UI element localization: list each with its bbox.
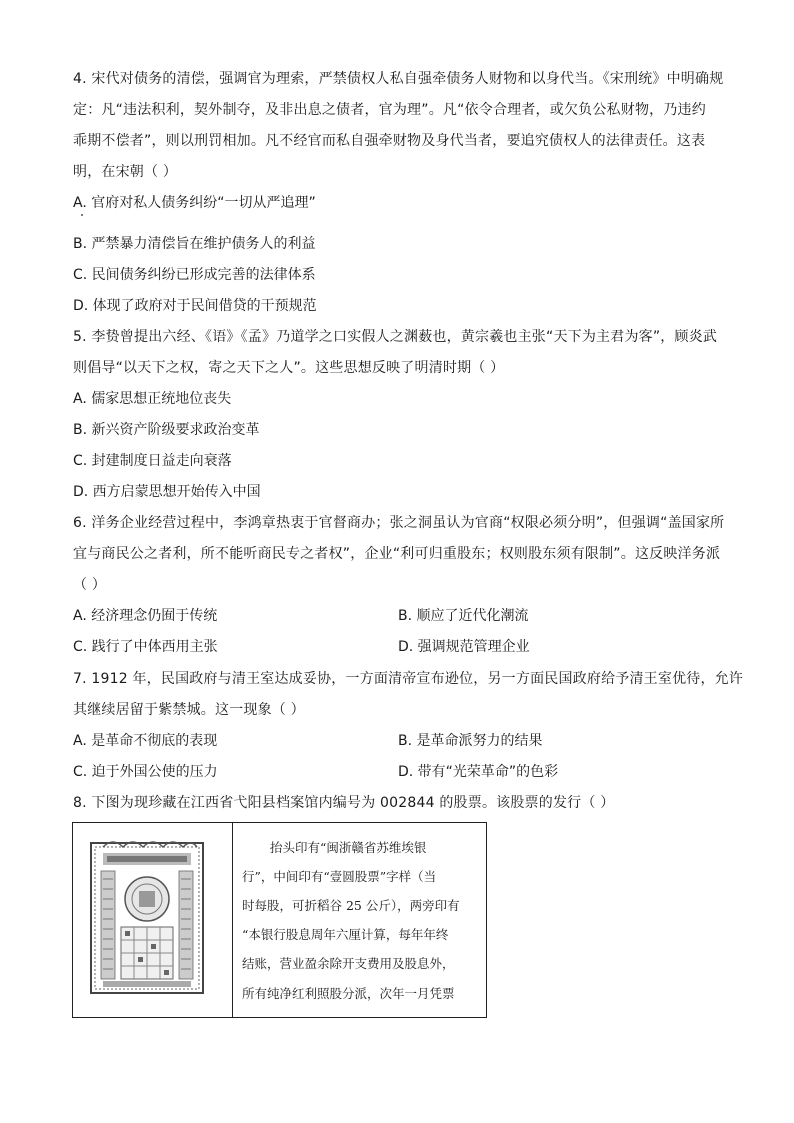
q4-stem-line-2: 定：凡“违法积利，契外制夺，及非出息之债者，官为理”。凡“依令合理者，或欠负公私财物，乃违约 (73, 102, 706, 118)
q6-stem-line-3: （ ） (73, 577, 107, 593)
q4-stem-line-4: 明，在宋朝（ ） (73, 164, 178, 180)
q4-stem-line-3: 乖期不偿者”，则以刑罚相加。凡不经官而私自强牵财物及身代当者，要追究债权人的法律责任。这表 (73, 133, 706, 149)
q5-option-d: D. 西方启蒙思想开始传入中国 (73, 484, 261, 500)
stock-text-line-5: 结账，营业盈余除开支费用及股息外， (242, 956, 455, 971)
stock-text-line-4: “本银行股息周年六厘计算，每年年终 (242, 927, 449, 942)
q8-stem-line-1: 8. 下图为现珍藏在江西省弋阳县档案馆内编号为 002844 的股票。该股票的发行（ ） (73, 795, 615, 811)
q6-stem-line-1: 6. 洋务企业经营过程中，李鸿章热衷于官督商办；张之洞虽认为官商“权限必须分明”，但强调“盖国家所 (73, 515, 725, 531)
q7-option-c: C. 迫于外国公使的压力 (73, 764, 218, 780)
q6-option-d: D. 强调规范管理企业 (398, 639, 530, 655)
stock-certificate-drawing (73, 823, 231, 1017)
stock-figure-table (72, 822, 487, 1018)
q6-option-a: A. 经济理念仍囿于传统 (73, 608, 218, 624)
q4-option-d: D. 体现了政府对于民间借贷的干预规范 (73, 298, 317, 314)
q5-option-c: C. 封建制度日益走向衰落 (73, 453, 232, 469)
q5-stem-line-2: 则倡导“以天下之权，寄之天下之人”。这些思想反映了明清时期（ ） (73, 360, 505, 376)
q5-option-b: B. 新兴资产阶级要求政治变革 (73, 422, 260, 438)
q4-option-a: A. 官府对私人债务纠纷“一切从严追理” (73, 195, 316, 211)
stock-text-line-6: 所有纯净红利照股分派，次年一月凭票 (242, 986, 455, 1001)
stock-text-line-2: 行”，中间印有“壹圆股票”字样（当 (242, 869, 437, 884)
q7-option-b: B. 是革命派努力的结果 (398, 733, 543, 749)
stock-text-line-1: 抬头印有“闽浙赣省苏维埃银 (270, 840, 427, 855)
q5-option-a: A. 儒家思想正统地位丧失 (73, 391, 232, 407)
q7-stem-line-1: 7. 1912 年，民国政府与清王室达成妥协，一方面清帝宣布逊位，另一方面民国政府给予清王室优待，允许 (73, 671, 744, 687)
stock-certificate-image (73, 823, 233, 1017)
q6-option-b: B. 顺应了近代化潮流 (398, 608, 529, 624)
q7-stem-line-2: 其继续居留于紫禁城。这一现象（ ） (73, 702, 305, 718)
scan-dot (81, 214, 83, 216)
q4-stem-line-1: 4. 宋代对债务的清偿，强调官为理索，严禁债权人私自强牵债务人财物和以身代当。《宋刑统》中明确规 (73, 71, 724, 87)
stock-description (234, 823, 486, 1017)
q6-option-c: C. 践行了中体西用主张 (73, 639, 218, 655)
q6-stem-line-2: 宜与商民公之者利，所不能听商民专之者权”，企业“利可归重股东；权则股东须有限制”。这反映洋务派 (73, 546, 721, 562)
q5-stem-line-1: 5. 李贽曾提出六经、《语》《孟》乃道学之口实假人之渊薮也，黄宗羲也主张“天下为主君为客”，顾炎武 (73, 329, 718, 345)
q4-option-b: B. 严禁暴力清偿旨在维护债务人的利益 (73, 236, 316, 252)
q7-option-d: D. 带有“光荣革命”的色彩 (398, 764, 559, 780)
stock-text-line-3: 时每股，可折稻谷 25 公斤），两旁印有 (242, 898, 460, 913)
q4-option-c: C. 民间债务纠纷已形成完善的法律体系 (73, 267, 316, 283)
q7-option-a: A. 是革命不彻底的表现 (73, 733, 218, 749)
